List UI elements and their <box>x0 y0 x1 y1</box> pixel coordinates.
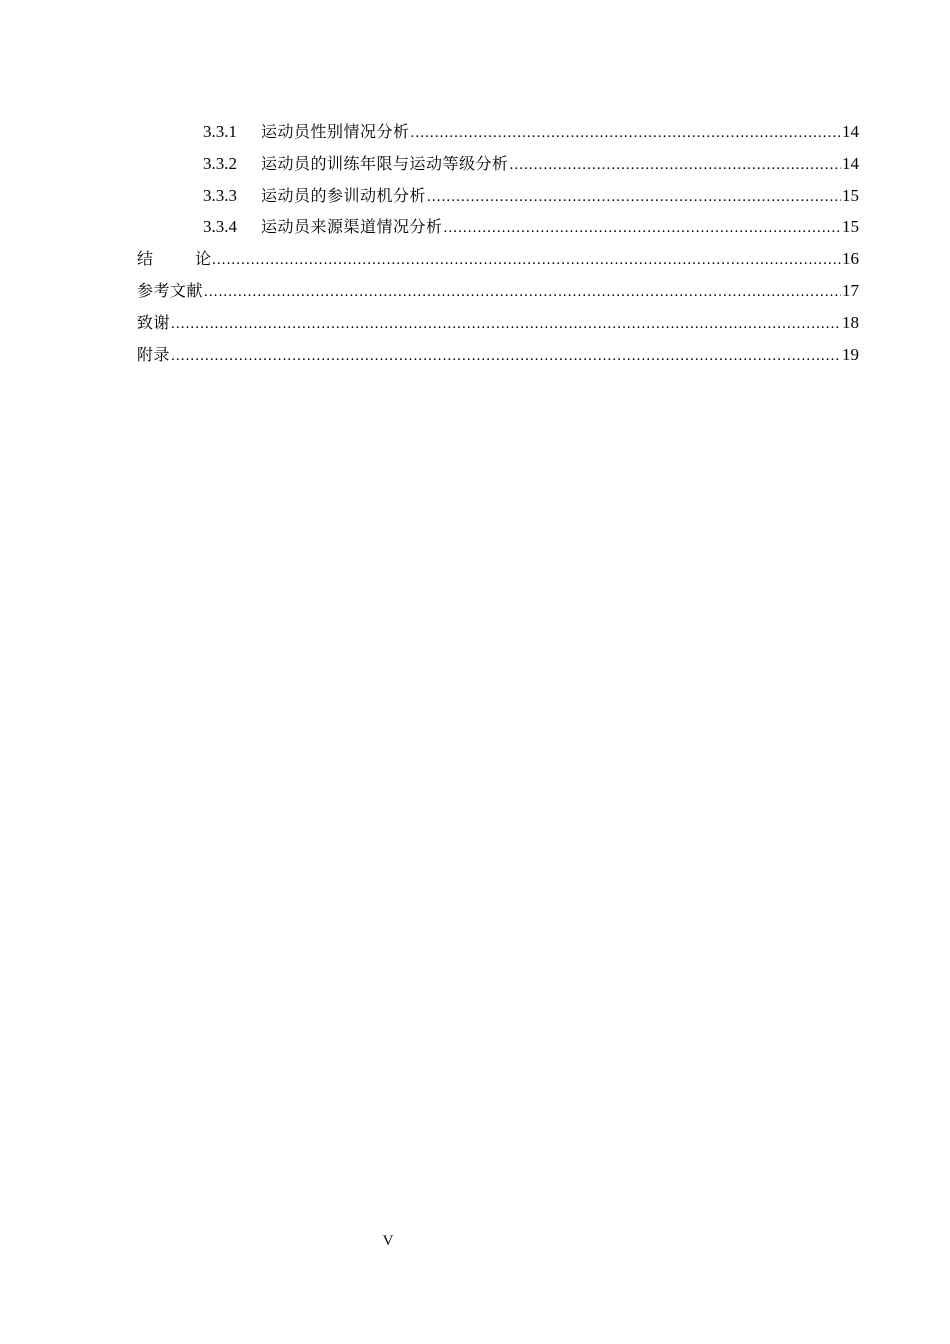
toc-dot-leader <box>212 249 841 271</box>
toc-entry-3-3-4[interactable] <box>203 216 859 238</box>
toc-entry-acknowledgements[interactable] <box>137 312 859 334</box>
toc-entry-page: 14 <box>842 154 859 173</box>
toc-entry-title: 附录 <box>137 345 171 364</box>
toc-entry-page: 15 <box>842 217 859 236</box>
toc-dot-leader <box>171 345 841 367</box>
toc-entry-page: 14 <box>842 122 859 141</box>
toc-entry-number: 3.3.3 <box>203 186 237 205</box>
toc-entry-page: 17 <box>842 281 859 300</box>
toc-entry-number: 3.3.2 <box>203 154 237 173</box>
toc-entry-page: 15 <box>842 186 859 205</box>
toc-entry-title: 结论 <box>137 249 254 268</box>
toc-entry-title: 致谢 <box>137 313 171 332</box>
toc-entry-number: 3.3.4 <box>203 217 237 236</box>
toc-dot-leader <box>444 217 841 239</box>
toc-entry-title: 参考文献 <box>137 281 204 300</box>
toc-entry-page: 19 <box>842 345 859 364</box>
toc-entry-appendix[interactable] <box>137 344 859 366</box>
toc-dot-leader <box>204 281 841 303</box>
toc-entry-title: 运动员的训练年限与运动等级分析 <box>261 154 509 173</box>
toc-dot-leader <box>411 122 841 144</box>
toc-dot-leader <box>427 186 841 208</box>
page-number-footer: V <box>382 1233 394 1249</box>
toc-entry-page: 18 <box>842 313 859 332</box>
toc-dot-leader <box>171 313 841 335</box>
toc-entry-title: 运动员性别情况分析 <box>261 122 410 141</box>
toc-entry-references[interactable] <box>137 280 859 302</box>
toc-entry-page: 16 <box>842 249 859 268</box>
toc-entry-3-3-3[interactable] <box>203 185 859 207</box>
toc-entry-number: 3.3.1 <box>203 122 237 141</box>
toc-dot-leader <box>510 154 841 176</box>
toc-entry-title: 运动员来源渠道情况分析 <box>261 217 443 236</box>
toc-entry-conclusion[interactable] <box>137 248 859 270</box>
toc-entry-3-3-1[interactable] <box>203 121 859 143</box>
toc-entry-title: 运动员的参训动机分析 <box>261 186 427 205</box>
toc-entry-3-3-2[interactable] <box>203 153 859 175</box>
